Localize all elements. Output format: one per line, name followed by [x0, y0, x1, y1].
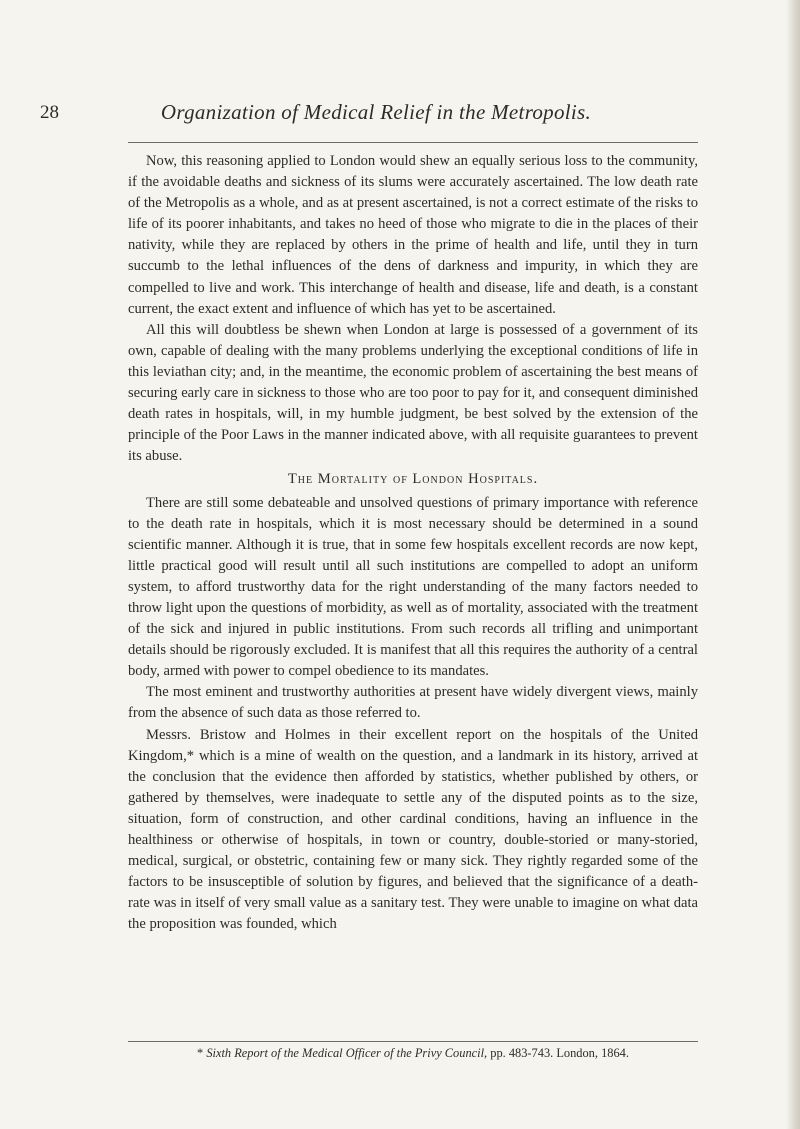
- paragraph: There are still some debateable and unsolved questions of primary importance with reference to the death rate in hospitals, which it is most necessary should be determined in a sound scientific manner. Although it is true, that in some few hospitals excellent records are now kept, little practical good will result until all such institutions are compelled to adopt an uniform system, to afford trustworthy data for the right understanding of the many factors needed to throw light upon the questions of morbidity, as well as of mortality, associated with the treatment of the sick and injured in public institutions. From such records all trifling and unimportant details should be rigorously excluded. It is manifest that all this requires the authority of a central body, armed with power to compel obedience to its mandates.: [128, 494, 698, 680]
- footnote-citation: pp. 483-743. London, 1864.: [490, 1046, 629, 1060]
- page-header: [40, 98, 712, 132]
- footnote-title: Sixth Report of the Medical Officer of the Privy Council,: [206, 1046, 488, 1060]
- paragraph: Messrs. Bristow and Holmes in their excellent report on the hospitals of the United Kingdom,* which is a mine of wealth on the question, and a landmark in its history, arrived at the conclusion that the evidence then afforded by statistics, whether published by others, or gathered by themselves, were inadequate to settle any of the disputed points as to the size, situation, form of construction, and other cardinal conditions, having an influence in the healthiness or otherwise of hospitals, in town or country, double-storied or many-storied, medical, surgical, or obstetric, containing few or many sick. They rightly regarded some of the factors to be insusceptible of solution by figures, and believed that the significance of a death-rate was in itself of very small value as a sanitary test. They were unable to imagine on what data the proposition was founded, which: [128, 726, 698, 933]
- footnote-rule: [128, 1041, 698, 1042]
- section-heading: The Mortality of London Hospitals.: [287, 471, 539, 488]
- footnote-marker: *: [197, 1046, 204, 1060]
- page-edge-shadow: [786, 0, 800, 1129]
- body-text: [128, 151, 698, 935]
- page-number: 28: [40, 102, 59, 123]
- paragraph: The most eminent and trustworthy authorities at present have widely divergent views, mainly from the absence of such data as those referred to.: [128, 684, 698, 722]
- footnote: [128, 1046, 698, 1061]
- paragraph: All this will doubtless be shewn when London at large is possessed of a government of its own, capable of dealing with the many problems underlying the exceptional conditions of life in this leviathan city; and, in the meantime, the economic problem of ascertaining the best means of securing early care in sickness to those who are too poor to pay for it, and consequent diminished death rates in hospitals, will, in my humble judgment, be best solved by the extension of the principle of the Poor Laws in the manner indicated above, with all requisite guarantees to prevent its abuse.: [128, 321, 698, 465]
- paragraph: Now, this reasoning applied to London would shew an equally serious loss to the community, if the avoidable deaths and sickness of its slums were accurately ascertained. The low death rate of the Metropolis as a whole, and as at present ascertained, is not a correct estimate of the risks to life of its poorer inhabitants, and takes no heed of those who migrate to die in the places of their nativity, while they are replaced by others in the prime of health and life, until they in turn succumb to the lethal influences of the dens of darkness and impurity, in which they are compelled to live and work. This interchange of health and disease, life and death, is a constant current, the exact extent and influence of which has yet to be ascertained.: [128, 153, 698, 317]
- header-rule: [128, 142, 698, 143]
- running-title: Organization of Medical Relief in the Metropolis.: [160, 100, 592, 124]
